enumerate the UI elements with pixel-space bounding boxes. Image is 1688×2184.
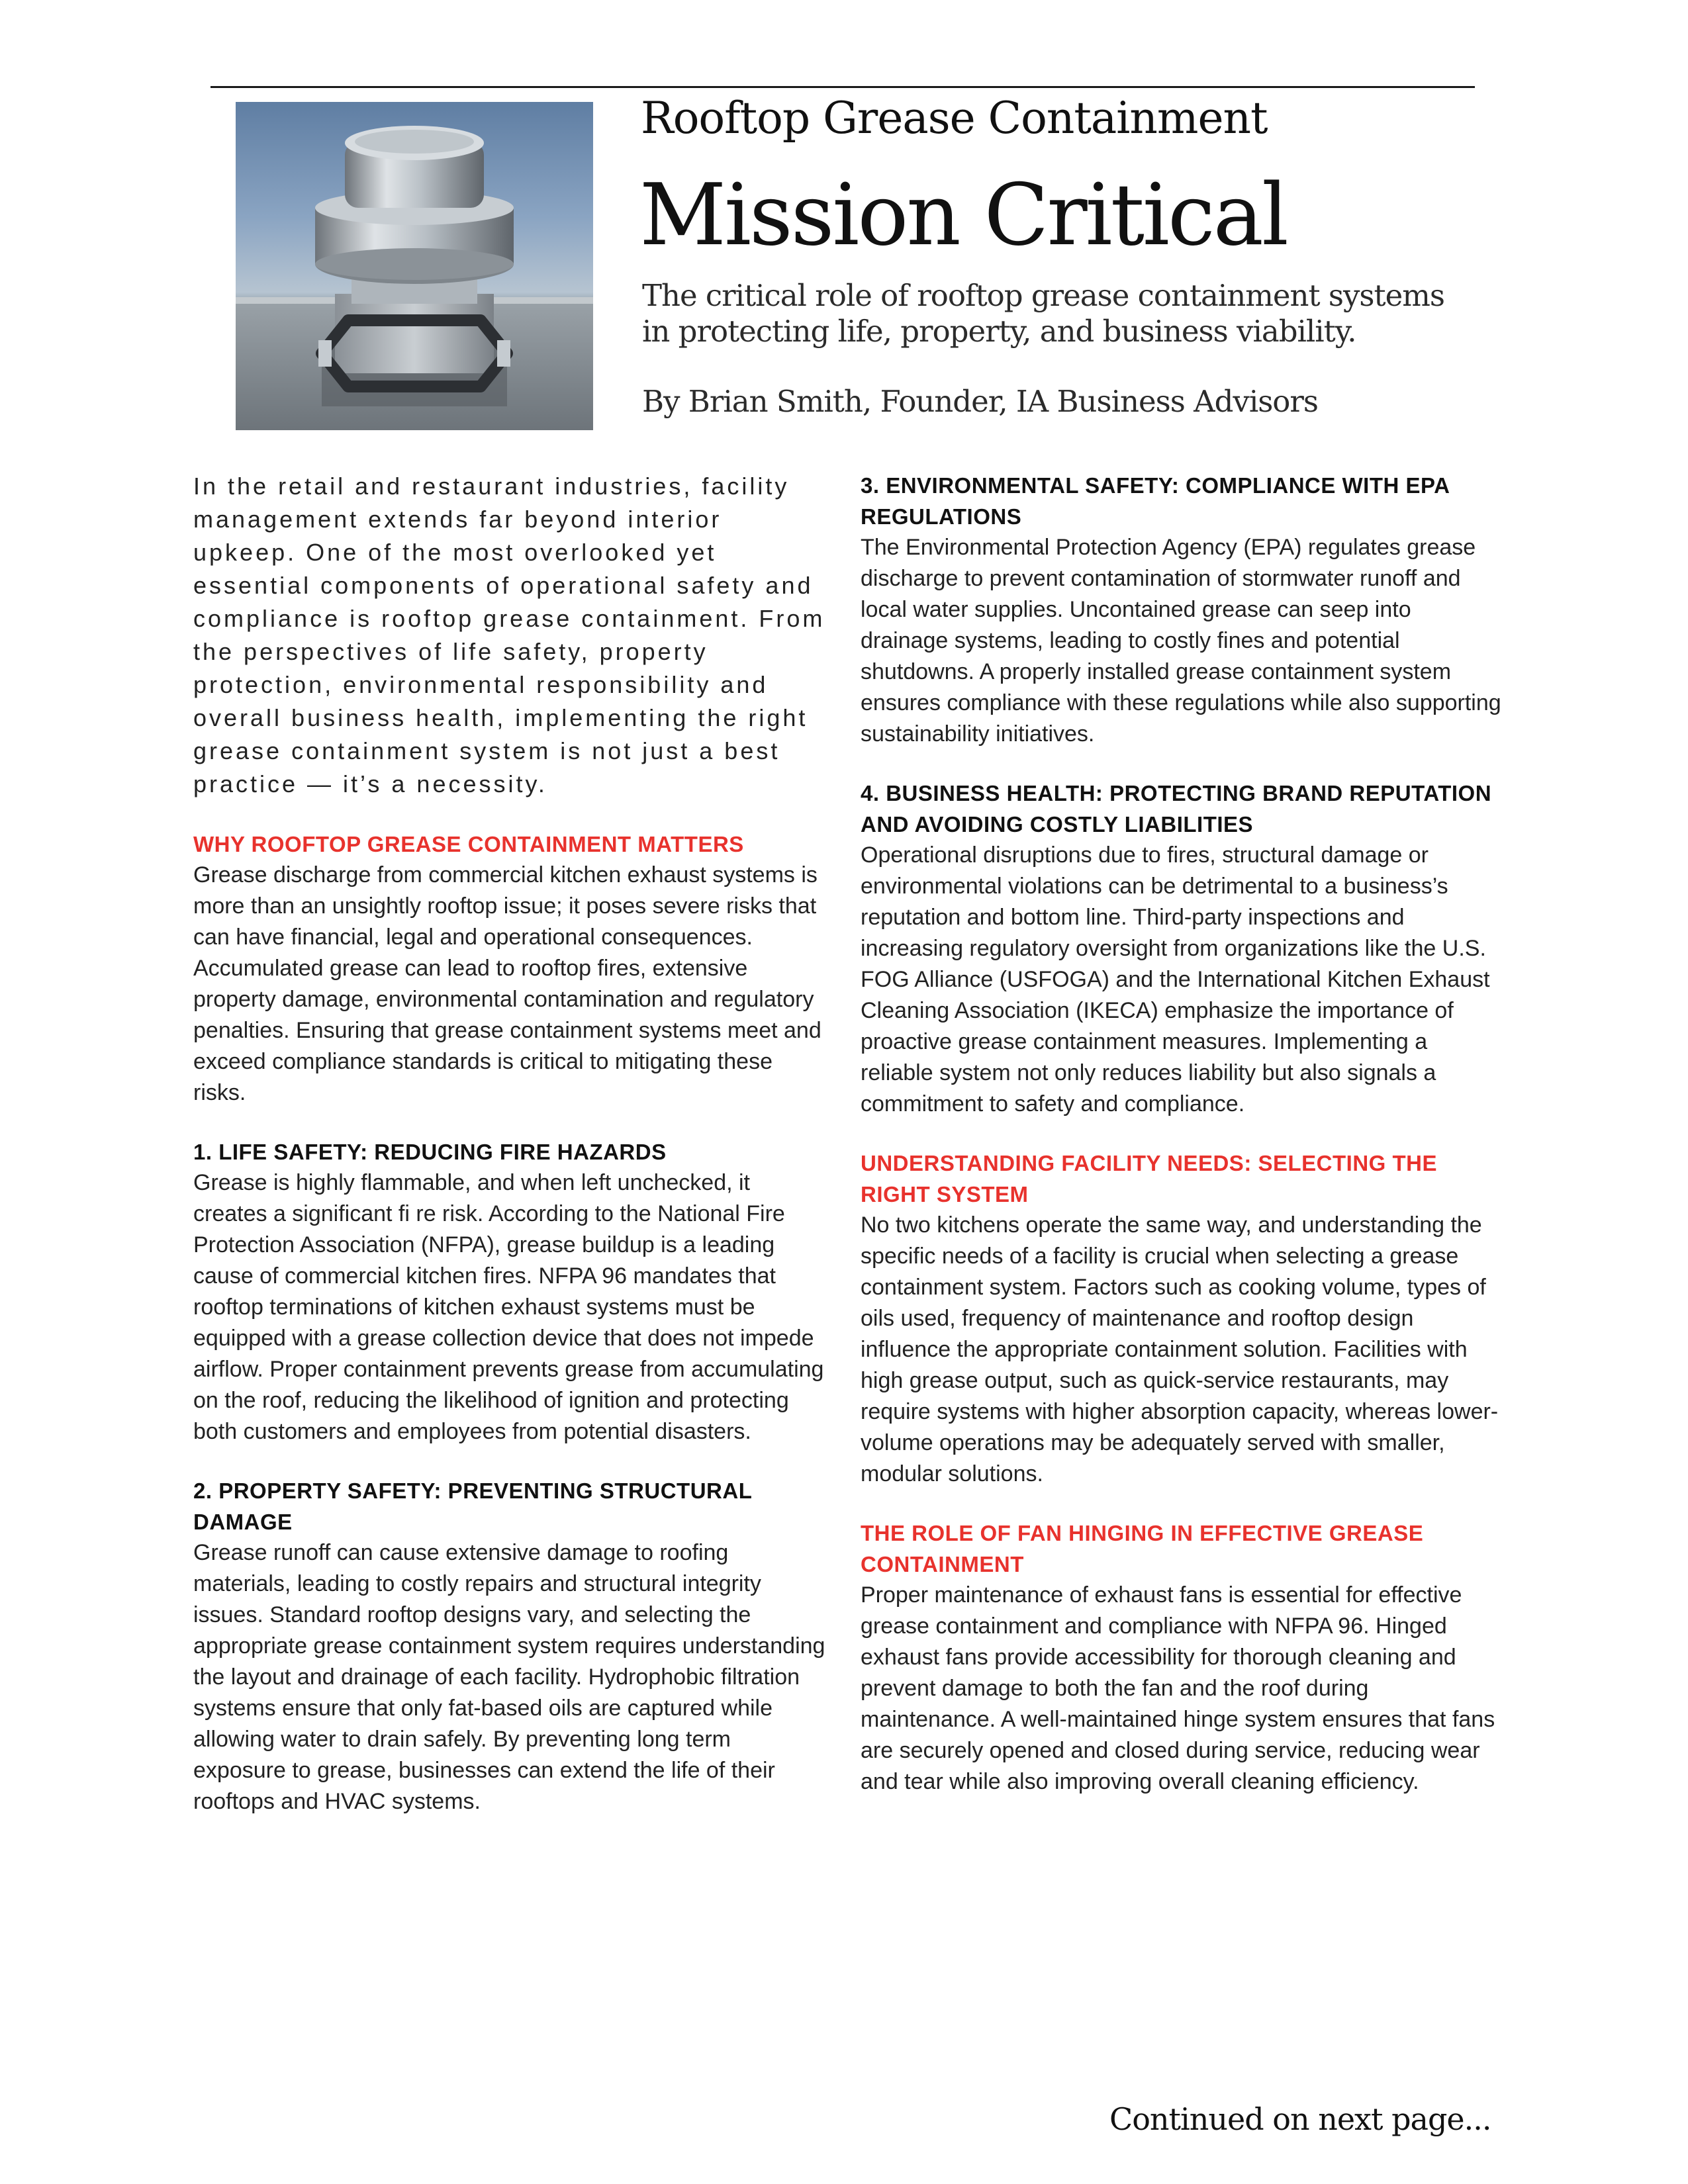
section-body: No two kitchens operate the same way, and understanding the specific needs of a facility is crucial when selecting a grease containment system. Factors such as cooking volume, types of oils used, frequency of maintenance and rooftop design influence the appropriate containment solution. Facilities with high grease output, such as quick-service restaurants, may require systems with higher absorption capacity, whereas lower-volume operations may be adequately served with smaller, modular solutions. — [861, 1212, 1499, 1486]
section-kicker: Rooftop Grease Containment — [641, 93, 1268, 144]
intro-paragraph: In the retail and restaurant industries, facility management extends far beyond interior upkeep. One of the most overlooked yet essential components of operational safety and compliance is rooftop grease containment. From the perspectives of life safety, property protection, environmental responsibility and overall business health, implementing the right grease containment system is not just a best practice — it’s a necessity. — [193, 473, 825, 797]
article-section — [193, 1475, 829, 1817]
article-section — [861, 1148, 1503, 1490]
article-section — [861, 470, 1503, 750]
section-body: Grease runoff can cause extensive damage to roofing materials, leading to costly repairs and structural integrity issues. Standard rooftop designs vary, and selecting the appropriate grease containment system requires understanding the layout and drainage of each facility. Hydrophobic filtration systems ensure that only fat-based oils are captured while allowing water to drain safely. By preventing long term exposure to grease, businesses can extend the life of their rooftops and HVAC systems. — [193, 1540, 825, 1814]
section-body: Operational disruptions due to fires, structural damage or environmental violations can be detrimental to a business’s reputation and bottom line. Third-party inspections and increasing regulatory oversight from organizations like the U.S. FOG Alliance (USFOGA) and the International Kitchen Exhaust Cleaning Association (IKECA) emphasize the importance of proactive grease containment measures. Implementing a reliable system not only reduces liability but also signals a commitment to safety and compliance. — [861, 842, 1490, 1116]
article-section — [861, 778, 1503, 1120]
article-section — [193, 1136, 829, 1447]
section-heading: 3. ENVIRONMENTAL SAFETY: COMPLIANCE WITH EPA REGULATIONS — [861, 473, 1450, 529]
section-body: Proper maintenance of exhaust fans is essential for effective grease containment and compliance with NFPA 96. Hinged exhaust fans provide accessibility for thorough cleaning and prevent damage to both the fan and the roof during maintenance. A well-maintained hinge system ensures that fans are securely opened and closed during service, reducing wear and tear while also improving overall cleaning efficiency. — [861, 1582, 1495, 1794]
section-heading: WHY ROOFTOP GREASE CONTAINMENT MATTERS — [193, 832, 744, 856]
headline: Mission Critical — [639, 166, 1287, 265]
section-body: The Environmental Protection Agency (EPA) regulates grease discharge to prevent contamination of stormwater runoff and local water supplies. Uncontained grease can seep into drainage systems, leading to costly fines and potential shutdowns. A properly installed grease containment system ensures compliance with these regulations while also supporting sustainability initiatives. — [861, 535, 1501, 747]
deck-subtitle: The critical role of rooftop grease containment systems in protecting life, property, and business viability. — [642, 278, 1444, 349]
left-column — [193, 470, 829, 1845]
section-heading: 4. BUSINESS HEALTH: PROTECTING BRAND REPUTATION AND AVOIDING COSTLY LIABILITIES — [861, 781, 1492, 837]
section-heading: 2. PROPERTY SAFETY: PREVENTING STRUCTURAL DAMAGE — [193, 1479, 752, 1534]
section-heading: THE ROLE OF FAN HINGING IN EFFECTIVE GREASE CONTAINMENT — [861, 1521, 1424, 1576]
section-heading: UNDERSTANDING FACILITY NEEDS: SELECTING THE RIGHT SYSTEM — [861, 1151, 1437, 1206]
top-rule — [211, 86, 1475, 88]
article-section — [193, 829, 829, 1109]
article-section — [861, 1518, 1503, 1797]
byline: By Brian Smith, Founder, IA Business Advisors — [642, 384, 1319, 419]
section-heading: 1. LIFE SAFETY: REDUCING FIRE HAZARDS — [193, 1140, 667, 1164]
section-body: Grease is highly flammable, and when left unchecked, it creates a significant fi re risk. According to the National Fire Protection Association (NFPA), grease buildup is a leading cause of commercial kitchen fires. NFPA 96 mandates that rooftop terminations of kitchen exhaust systems must be equipped with a grease collection device that does not impede airflow. Proper containment prevents grease from accumulating on the roof, reducing the likelihood of ignition and protecting both customers and employees from potential disasters. — [193, 1170, 824, 1444]
rooftop-fan-photo — [236, 102, 593, 430]
rooftop-fan-illustration — [236, 102, 593, 430]
right-column — [861, 470, 1503, 1825]
section-body: Grease discharge from commercial kitchen exhaust systems is more than an unsightly rooftop issue; it poses severe risks that can have financial, legal and operational consequences. Accumulated grease can lead to rooftop fires, extensive property damage, environmental contamination and regulatory penalties. Ensuring that grease containment systems meet and exceed compliance standards is critical to mitigating these risks. — [193, 862, 821, 1105]
continued-link[interactable]: Continued on next page... — [1109, 2101, 1491, 2137]
